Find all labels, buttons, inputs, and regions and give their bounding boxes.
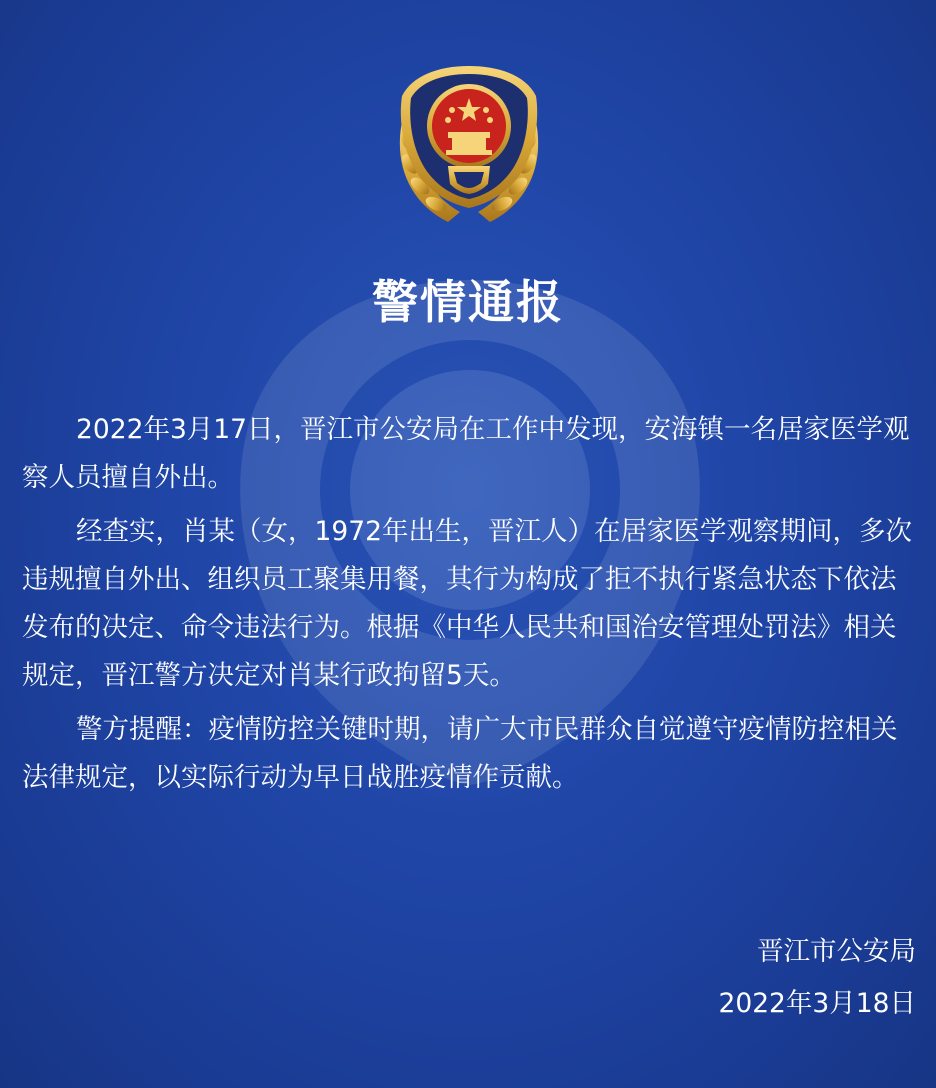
- notice-paragraph-2: 经查实，肖某（女，1972年出生，晋江人）在居家医学观察期间，多次违规擅自外出、组织员工聚集用餐，其行为构成了拒不执行紧急状态下依法发布的决定、命令违法行为。根据《中华人民共和国治安管理处罚法》相关规定，晋江警方决定对肖某行政拘留5天。: [22, 516, 912, 691]
- notice-body: [22, 406, 916, 808]
- notice-signature: [718, 926, 916, 1030]
- notice-paragraph-1: 2022年3月17日，晋江市公安局在工作中发现，安海镇一名居家医学观察人员擅自外出。: [22, 414, 910, 493]
- police-emblem-icon: [388, 62, 550, 230]
- notice-paragraph-3: 警方提醒：疫情防控关键时期，请广大市民群众自觉遵守疫情防控相关法律规定，以实际行动为早日战胜疫情作贡献。: [22, 714, 898, 793]
- issuer-name: 晋江市公安局: [757, 936, 916, 967]
- notice-title: 警情通报: [372, 275, 564, 329]
- issue-date: 2022年3月18日: [718, 988, 916, 1019]
